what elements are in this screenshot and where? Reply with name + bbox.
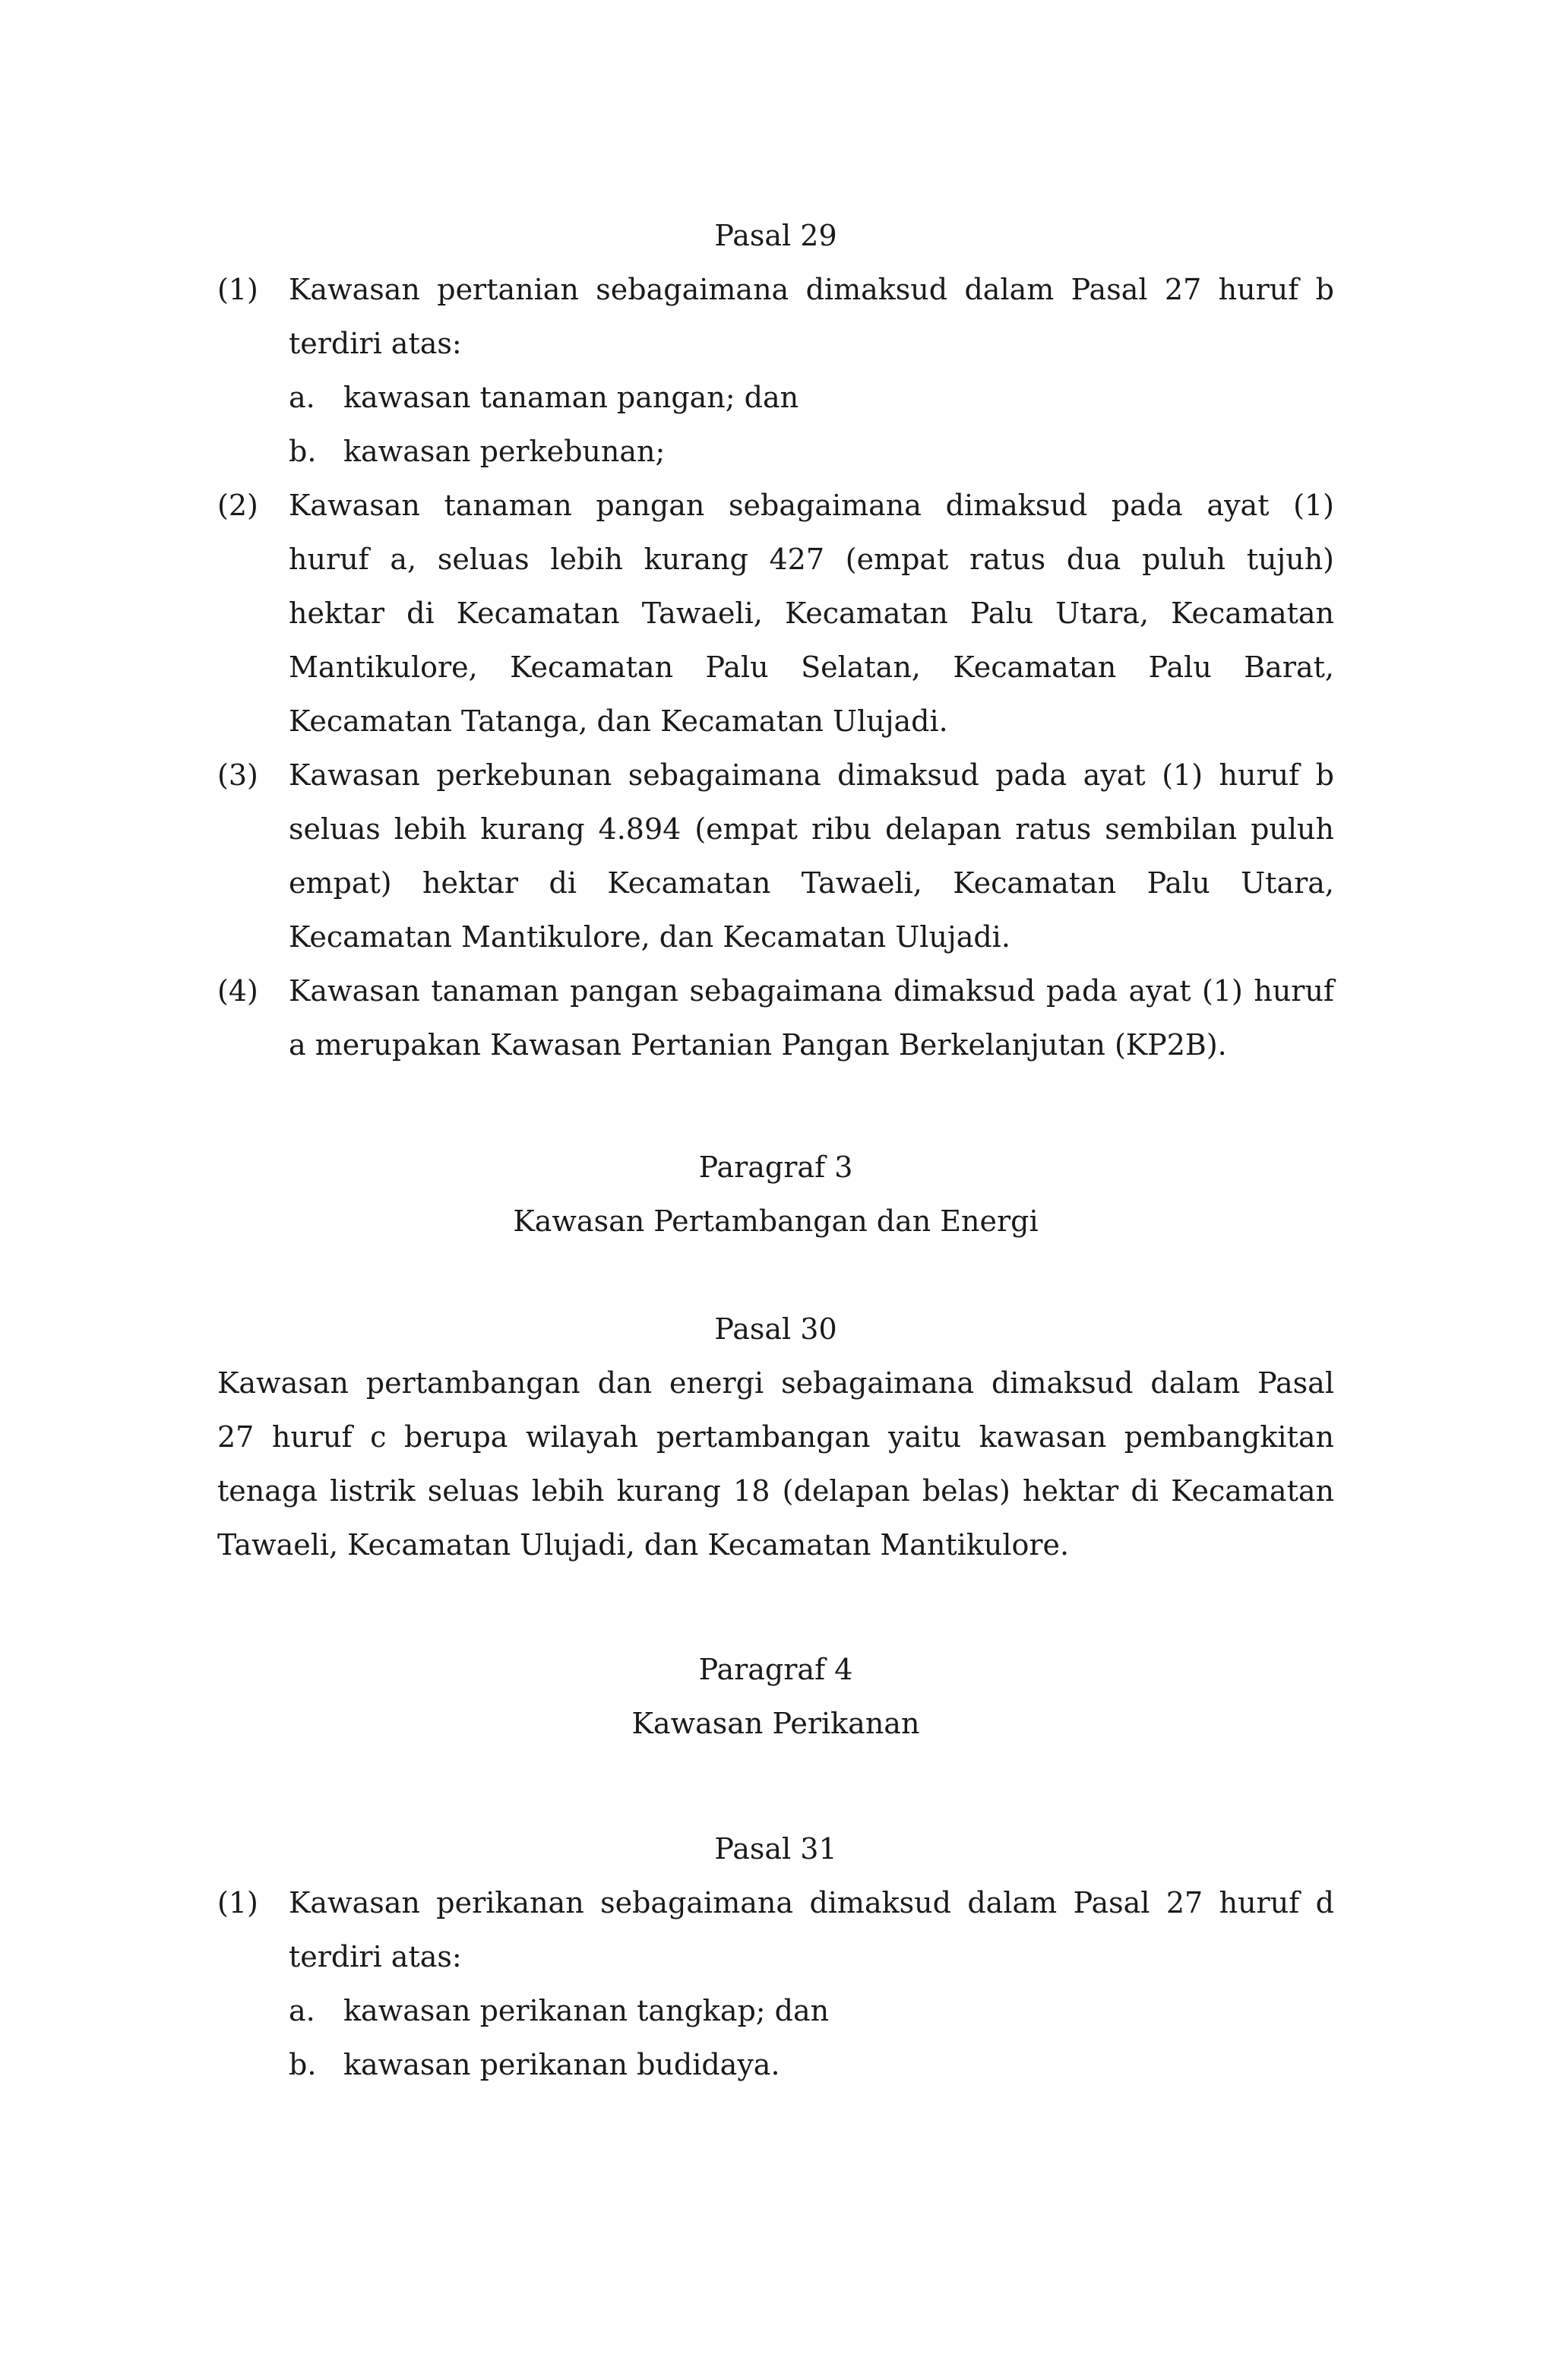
pasal-31-ayat-1-item-letter: a. — [289, 1994, 315, 2027]
pasal-31-ayat-1-line: Kawasan perikanan sebagaimana dimaksud dalam Pasal 27 huruf d — [289, 1886, 1334, 1920]
pasal-29-ayat-3-line: Kawasan perkebunan sebagaimana dimaksud pada ayat (1) huruf b — [289, 758, 1334, 792]
pasal-31-heading: Pasal 31 — [714, 1832, 837, 1866]
pasal-29-ayat-1-line: terdiri atas: — [289, 327, 462, 360]
pasal-31-ayat-1-item-text: kawasan perikanan budidaya. — [343, 2048, 780, 2081]
pasal-30-heading: Pasal 30 — [714, 1312, 837, 1346]
pasal-29-ayat-1-item-text: kawasan tanaman pangan; dan — [343, 381, 799, 414]
paragraf-3-heading: Paragraf 3 — [698, 1150, 853, 1184]
pasal-29-heading: Pasal 29 — [714, 219, 837, 252]
pasal-30-line: Kawasan pertambangan dan energi sebagaimana dimaksud dalam Pasal — [217, 1366, 1334, 1400]
pasal-29-ayat-4-number: (4) — [217, 974, 258, 1008]
pasal-29-ayat-1-item-letter: a. — [289, 381, 315, 414]
pasal-29-ayat-2-line: Kecamatan Tatanga, dan Kecamatan Ulujadi. — [289, 704, 948, 738]
pasal-29-ayat-3-line: empat) hektar di Kecamatan Tawaeli, Kecamatan Palu Utara, — [289, 866, 1334, 900]
pasal-29-ayat-4-line: Kawasan tanaman pangan sebagaimana dimaksud pada ayat (1) huruf — [289, 974, 1334, 1008]
paragraf-4-heading: Paragraf 4 — [698, 1653, 853, 1686]
pasal-29-ayat-4-line: a merupakan Kawasan Pertanian Pangan Berkelanjutan (KP2B). — [289, 1028, 1227, 1062]
pasal-31-ayat-1-line: terdiri atas: — [289, 1940, 462, 1973]
pasal-29-ayat-1-item-text: kawasan perkebunan; — [343, 435, 666, 468]
paragraf-3-subtitle: Kawasan Pertambangan dan Energi — [513, 1204, 1039, 1238]
pasal-29-ayat-2-line: Kawasan tanaman pangan sebagaimana dimaksud pada ayat (1) — [289, 489, 1334, 522]
pasal-29-ayat-3-line: Kecamatan Mantikulore, dan Kecamatan Ulujadi. — [289, 920, 1010, 954]
pasal-29-ayat-2-line: hektar di Kecamatan Tawaeli, Kecamatan Palu Utara, Kecamatan — [289, 597, 1334, 630]
pasal-29-ayat-3-line: seluas lebih kurang 4.894 (empat ribu delapan ratus sembilan puluh — [289, 812, 1334, 846]
pasal-29-ayat-1-item-letter: b. — [289, 435, 317, 468]
pasal-30-line: tenaga listrik seluas lebih kurang 18 (delapan belas) hektar di Kecamatan — [217, 1474, 1334, 1508]
pasal-29-ayat-2-line: huruf a, seluas lebih kurang 427 (empat ratus dua puluh tujuh) — [289, 543, 1334, 576]
pasal-29-ayat-2-line: Mantikulore, Kecamatan Palu Selatan, Kecamatan Palu Barat, — [289, 650, 1334, 684]
pasal-29-ayat-1-number: (1) — [217, 273, 258, 306]
pasal-29-ayat-2-number: (2) — [217, 489, 258, 522]
pasal-29-ayat-1-line: Kawasan pertanian sebagaimana dimaksud dalam Pasal 27 huruf b — [289, 273, 1334, 306]
paragraf-4-subtitle: Kawasan Perikanan — [631, 1707, 920, 1740]
pasal-31-ayat-1-item-letter: b. — [289, 2048, 317, 2081]
pasal-30-line: 27 huruf c berupa wilayah pertambangan yaitu kawasan pembangkitan — [217, 1420, 1334, 1454]
pasal-31-ayat-1-number: (1) — [217, 1886, 258, 1920]
pasal-30-line: Tawaeli, Kecamatan Ulujadi, dan Kecamatan Mantikulore. — [217, 1528, 1070, 1562]
pasal-29-ayat-3-number: (3) — [217, 758, 258, 792]
pasal-31-ayat-1-item-text: kawasan perikanan tangkap; dan — [343, 1994, 830, 2027]
